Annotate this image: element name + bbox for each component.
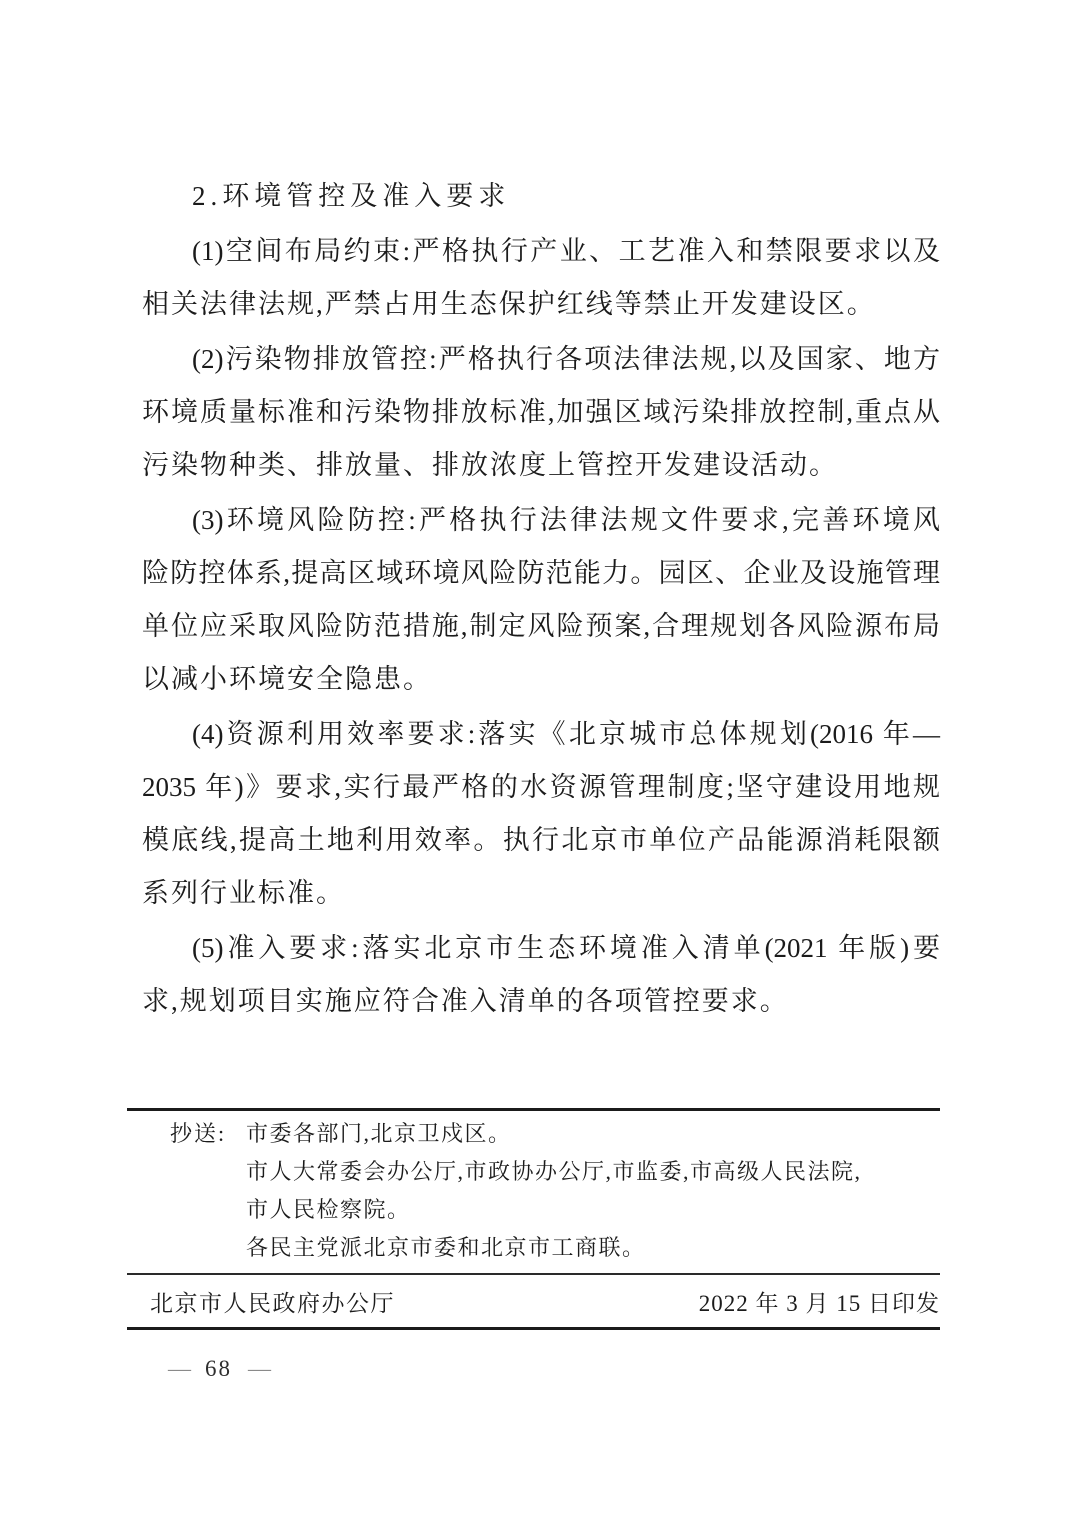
- paragraph-line: (2)污染物排放管控:严格执行各项法律法规,以及国家、地方: [192, 344, 940, 374]
- paragraph-line: 求,规划项目实施应符合准入清单的各项管控要求。: [142, 986, 789, 1016]
- issuer-row: [127, 1275, 940, 1327]
- paragraph-line: 环境质量标准和污染物排放标准,加强区域污染排放控制,重点从: [142, 397, 940, 427]
- copy-to-block: [127, 1111, 940, 1273]
- paragraph-3: [142, 494, 940, 706]
- paragraph-line: 污染物种类、排放量、排放浓度上管控开发建设活动。: [142, 450, 838, 480]
- page-number: [168, 1356, 269, 1382]
- copy-to-line: 市人大常委会办公厅,市政协办公厅,市监委,市高级人民法院,: [246, 1159, 862, 1184]
- paragraph-line: (3)环境风险防控:严格执行法律法规文件要求,完善环境风: [192, 505, 940, 535]
- copy-to-line: 各民主党派北京市委和北京市工商联。: [246, 1235, 646, 1260]
- paragraph-line: 模底线,提高土地利用效率。执行北京市单位产品能源消耗限额: [142, 825, 940, 855]
- paragraph-line: (5)准入要求:落实北京市生态环境准入清单(2021 年版)要: [192, 933, 940, 963]
- print-date: 2022 年 3 月 15 日印发: [698, 1290, 940, 1316]
- paragraph-line: 2035 年)》要求,实行最严格的水资源管理制度;坚守建设用地规: [142, 772, 940, 802]
- copy-to-label: 抄送:: [170, 1121, 227, 1146]
- issuing-office: 北京市人民政府办公厅: [150, 1290, 395, 1316]
- paragraph-1: [142, 225, 940, 331]
- page-number-dash-right: —: [248, 1356, 269, 1381]
- paragraph-5: [142, 922, 940, 1028]
- document-footer: [127, 1108, 940, 1330]
- footer-rule-bottom: [127, 1327, 940, 1330]
- paragraph-line: (1)空间布局约束:严格执行产业、工艺准入和禁限要求以及: [192, 236, 940, 266]
- paragraph-2: [142, 333, 940, 492]
- copy-to-list: [246, 1115, 940, 1273]
- copy-to-line: 市人民检察院。: [246, 1197, 411, 1222]
- section-heading: 2.环境管控及准入要求: [192, 181, 511, 211]
- paragraph-line: (4)资源利用效率要求:落实《北京城市总体规划(2016 年—: [192, 719, 940, 749]
- paragraph-4: [142, 708, 940, 920]
- paragraph-line: 系列行业标准。: [142, 878, 345, 908]
- copy-to-line: 市委各部门,北京卫戍区。: [246, 1121, 512, 1146]
- paragraph-line: 险防控体系,提高区域环境风险防范能力。园区、企业及设施管理: [142, 558, 940, 588]
- document-body: [142, 170, 940, 1028]
- page-number-value: 68: [205, 1356, 232, 1381]
- paragraph-line: 相关法律法规,严禁占用生态保护红线等禁止开发建设区。: [142, 289, 876, 319]
- page-number-dash-left: —: [168, 1356, 189, 1381]
- paragraph-line: 以减小环境安全隐患。: [142, 664, 432, 694]
- paragraph-line: 单位应采取风险防范措施,制定风险预案,合理规划各风险源布局: [142, 611, 940, 641]
